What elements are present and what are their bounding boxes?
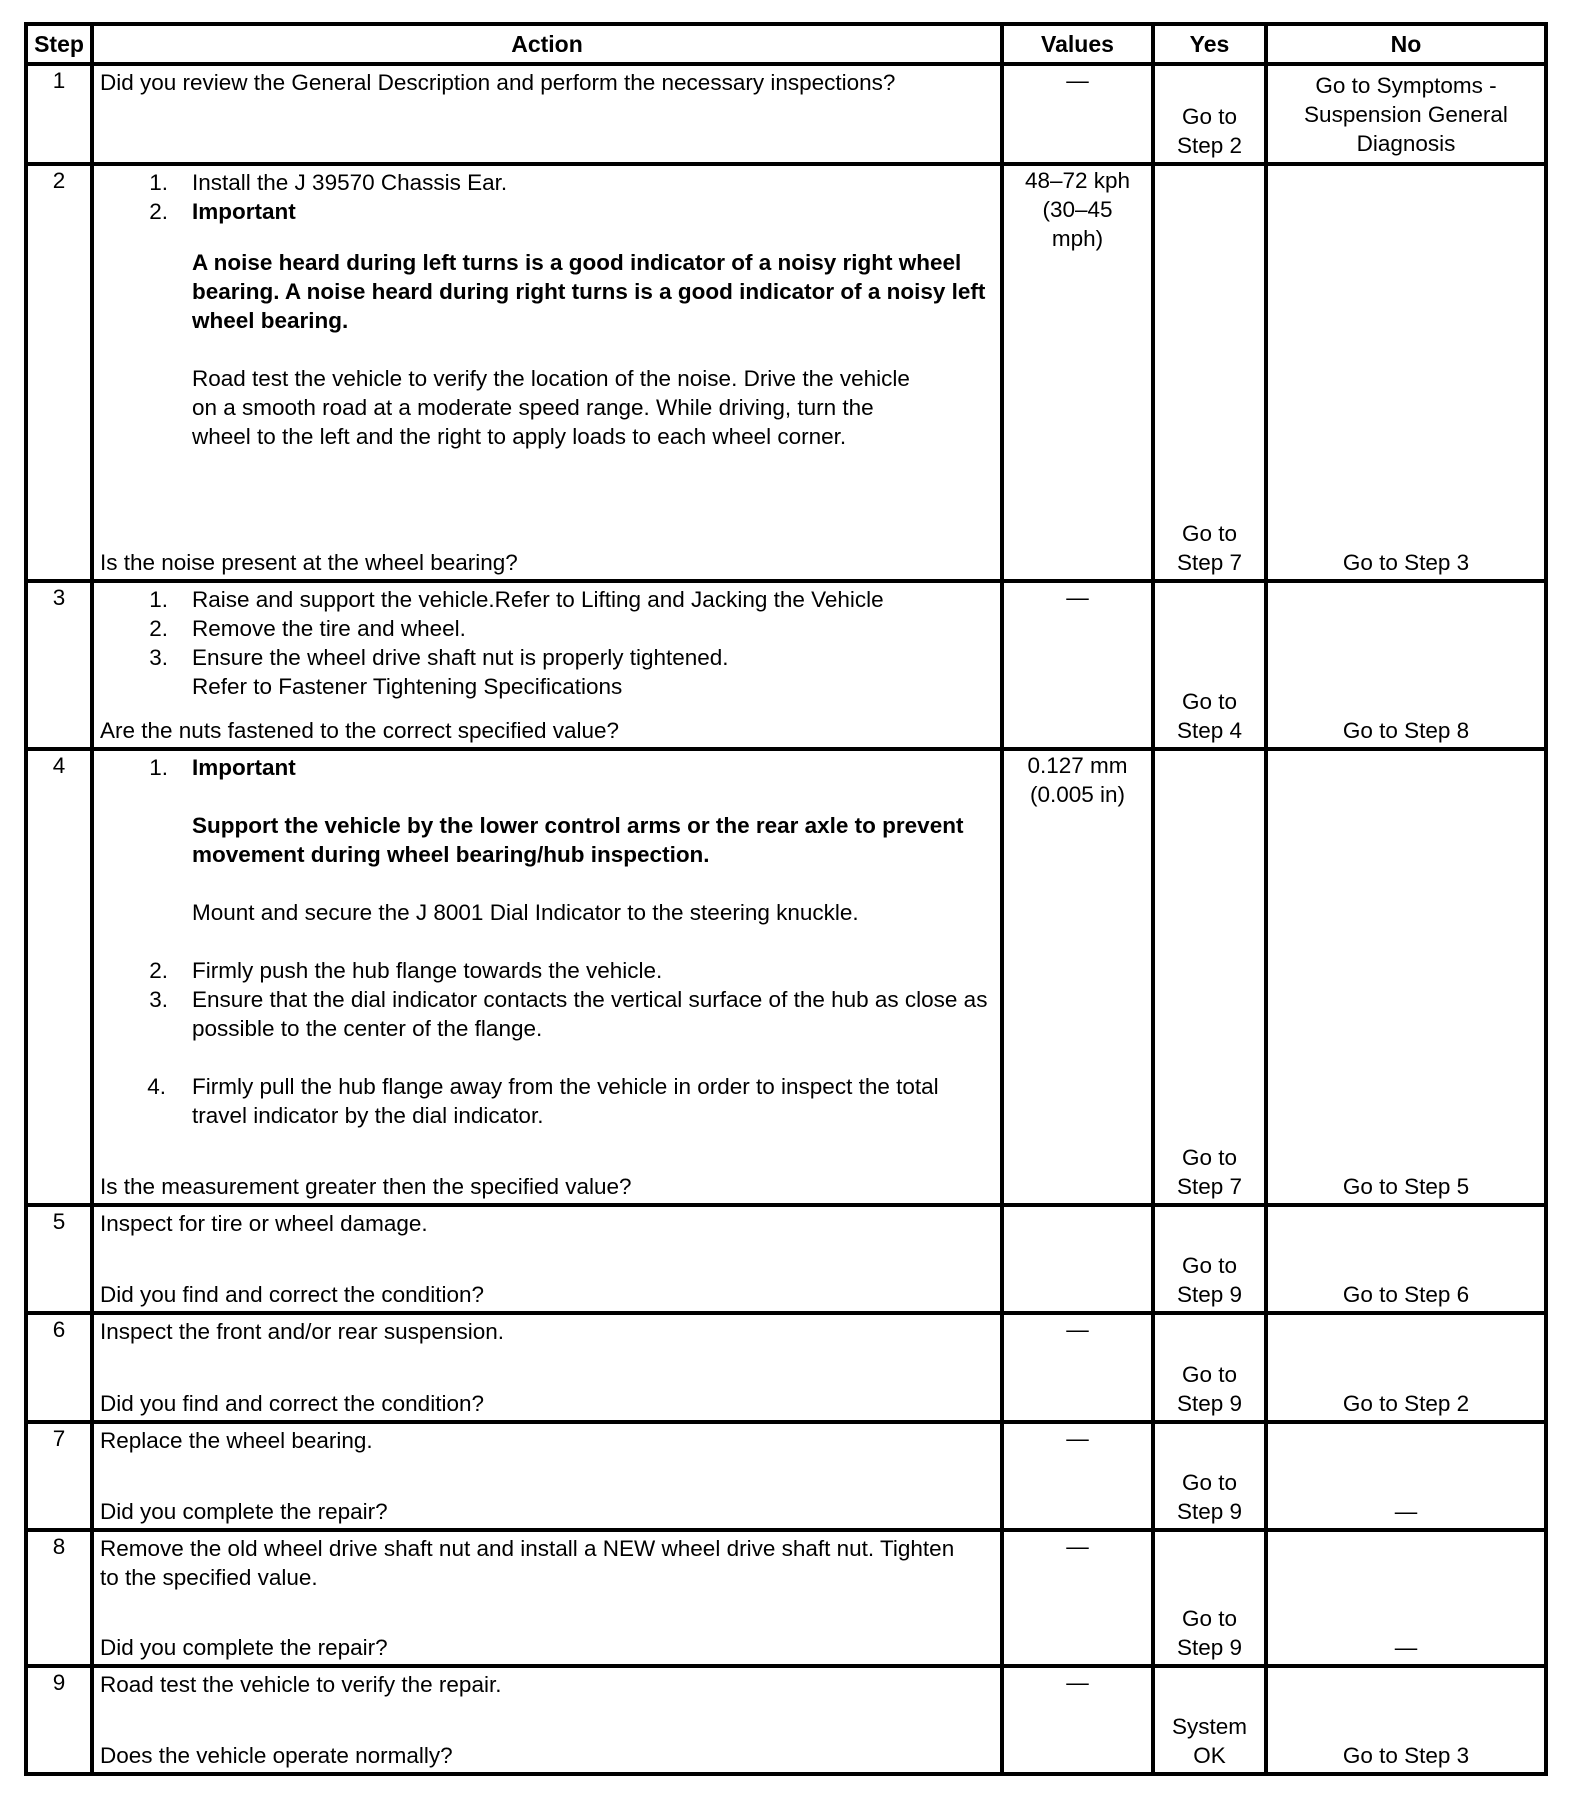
action-question: Is the noise present at the wheel bearing? (100, 549, 518, 575)
action-question: Is the measurement greater then the specified value? (100, 1174, 632, 1200)
yes-cell (1153, 1422, 1266, 1530)
action-question: Did you complete the repair? (100, 1498, 388, 1524)
action-text: Inspect the front and/or rear suspension. (100, 1319, 504, 1345)
header-yes: Yes (1153, 24, 1266, 64)
yes-text: Go to Step 9 (1176, 1361, 1243, 1416)
action-cell (92, 749, 1002, 1206)
list-item: 4. Firmly pull the hub flange away from the vehicle in order to inspect the total travel indicator by the dial indicator. (147, 1073, 939, 1128)
action-text: Road test the vehicle to verify the repair. (100, 1671, 502, 1697)
action-question: Did you find and correct the condition? (100, 1390, 484, 1416)
no-text: — (1394, 1634, 1418, 1660)
header-no: No (1266, 24, 1546, 64)
action-question: Did you find and correct the condition? (100, 1282, 484, 1308)
table-row (26, 581, 1546, 749)
no-text: Go to Step 8 (1342, 717, 1470, 743)
values-text: 0.127 mm (0.005 in) (1027, 752, 1128, 807)
mount-instruction: Mount and secure the J 8001 Dial Indicator to the steering knuckle. (192, 899, 859, 925)
values-cell: — (1002, 1422, 1153, 1530)
action-steps (100, 168, 996, 226)
table-row (26, 1313, 1546, 1421)
values-text: 48–72 kph (30–45 mph) (1024, 168, 1131, 252)
action-text: Did you review the General Description and perform the necessary inspections? (100, 70, 896, 95)
action-cell (92, 1530, 1002, 1666)
step-number: 6 (26, 1313, 92, 1421)
diagnostic-table (24, 22, 1548, 1776)
no-cell (1266, 64, 1546, 164)
no-cell (1266, 1666, 1546, 1774)
reference-link-text: Refer to Fastener Tightening Specifications (192, 673, 623, 699)
yes-cell (1153, 1530, 1266, 1666)
action-cell (92, 1666, 1002, 1774)
yes-text: Go to Step 9 (1176, 1469, 1243, 1524)
no-cell (1266, 1530, 1546, 1666)
header-row (26, 24, 1546, 64)
action-question: Did you complete the repair? (100, 1634, 388, 1660)
step-number: 7 (26, 1422, 92, 1530)
action-text: Inspect for tire or wheel damage. (100, 1211, 428, 1237)
no-cell (1266, 1422, 1546, 1530)
no-cell (1266, 581, 1546, 749)
table-row (26, 64, 1546, 164)
values-cell: — (1002, 64, 1153, 164)
action-question: Does the vehicle operate normally? (100, 1743, 453, 1768)
step-number: 5 (26, 1205, 92, 1313)
yes-text: Go to Step 9 (1176, 1253, 1243, 1308)
action-text: Remove the old wheel drive shaft nut and install a NEW wheel drive shaft nut. Tighten to the specified value. (100, 1535, 955, 1590)
no-text: — (1394, 1498, 1418, 1524)
table-row (26, 1530, 1546, 1666)
yes-text: Go to Step 7 (1176, 1145, 1243, 1200)
important-note: A noise heard during left turns is a good indicator of a noisy right wheel bearing. A noise heard during right turns is a good indicator of a noisy left wheel bearing. (192, 250, 986, 334)
action-cell (92, 1422, 1002, 1530)
action-cell (92, 64, 1002, 164)
no-text: Go to Step 2 (1342, 1390, 1470, 1416)
no-cell (1266, 1313, 1546, 1421)
table-row (26, 1666, 1546, 1774)
action-steps (100, 585, 996, 672)
step-number: 4 (26, 749, 92, 1206)
list-item: 2. Remove the tire and wheel. (149, 615, 466, 641)
no-text: Go to Step 3 (1342, 549, 1470, 575)
yes-cell (1153, 581, 1266, 749)
important-note: Support the vehicle by the lower control arms or the rear axle to prevent movement during wheel bearing/hub inspection. (192, 812, 964, 867)
values-cell: — (1002, 1530, 1153, 1666)
list-item: 2. Firmly push the hub flange towards the vehicle. (149, 957, 663, 983)
no-text: Go to Step 3 (1342, 1743, 1470, 1768)
yes-cell (1153, 164, 1266, 580)
action-cell (92, 1205, 1002, 1313)
no-text: Go to Symptoms - Suspension General Diagnosis (1304, 72, 1508, 156)
header-values: Values (1002, 24, 1153, 64)
yes-text: Go to Step 2 (1176, 104, 1243, 159)
action-cell (92, 581, 1002, 749)
list-item: 1. Raise and support the vehicle.Refer to Lifting and Jacking the Vehicle (149, 586, 884, 612)
yes-cell (1153, 749, 1266, 1206)
header-action: Action (92, 24, 1002, 64)
step-number: 9 (26, 1666, 92, 1774)
yes-cell (1153, 1666, 1266, 1774)
step-number: 8 (26, 1530, 92, 1666)
yes-text: Go to Step 7 (1176, 520, 1243, 575)
values-cell (1002, 749, 1153, 1206)
table-row (26, 164, 1546, 580)
header-step: Step (26, 24, 92, 64)
action-cell (92, 1313, 1002, 1421)
values-cell: — (1002, 581, 1153, 749)
step-number: 3 (26, 581, 92, 749)
action-text: Replace the wheel bearing. (100, 1427, 373, 1453)
action-steps (100, 1072, 996, 1130)
step-number: 1 (26, 64, 92, 164)
action-steps (100, 753, 996, 782)
action-body: Road test the vehicle to verify the location of the noise. Drive the vehicle on a smooth road at a moderate speed range. While driving, turn the wheel to the left and the right to apply loads to each wheel corner. (192, 366, 910, 450)
values-cell (1002, 1205, 1153, 1313)
table-row (26, 1205, 1546, 1313)
yes-cell (1153, 1313, 1266, 1421)
list-item: 1. Install the J 39570 Chassis Ear. (149, 170, 508, 196)
list-item: 3. Ensure the wheel drive shaft nut is properly tightened. (149, 644, 729, 670)
yes-text: Go to Step 9 (1176, 1605, 1243, 1660)
no-cell (1266, 749, 1546, 1206)
table-row (26, 1422, 1546, 1530)
step-number: 2 (26, 164, 92, 580)
list-item: 1. Important (149, 754, 296, 780)
yes-cell (1153, 1205, 1266, 1313)
yes-text: Go to Step 4 (1176, 688, 1243, 743)
yes-text: System OK (1171, 1714, 1247, 1768)
list-item: 2. Important (149, 199, 296, 225)
values-cell: — (1002, 1313, 1153, 1421)
no-cell (1266, 164, 1546, 580)
list-item: 3. Ensure that the dial indicator contacts the vertical surface of the hub as close as possible to the center of the flange. (149, 986, 988, 1041)
action-cell (92, 164, 1002, 580)
table-row (26, 749, 1546, 1206)
action-question: Are the nuts fastened to the correct specified value? (100, 717, 620, 743)
action-steps (100, 956, 996, 1043)
values-cell (1002, 164, 1153, 580)
yes-cell (1153, 64, 1266, 164)
values-cell: — (1002, 1666, 1153, 1774)
no-text: Go to Step 5 (1342, 1174, 1470, 1200)
no-text: Go to Step 6 (1342, 1282, 1470, 1308)
no-cell (1266, 1205, 1546, 1313)
